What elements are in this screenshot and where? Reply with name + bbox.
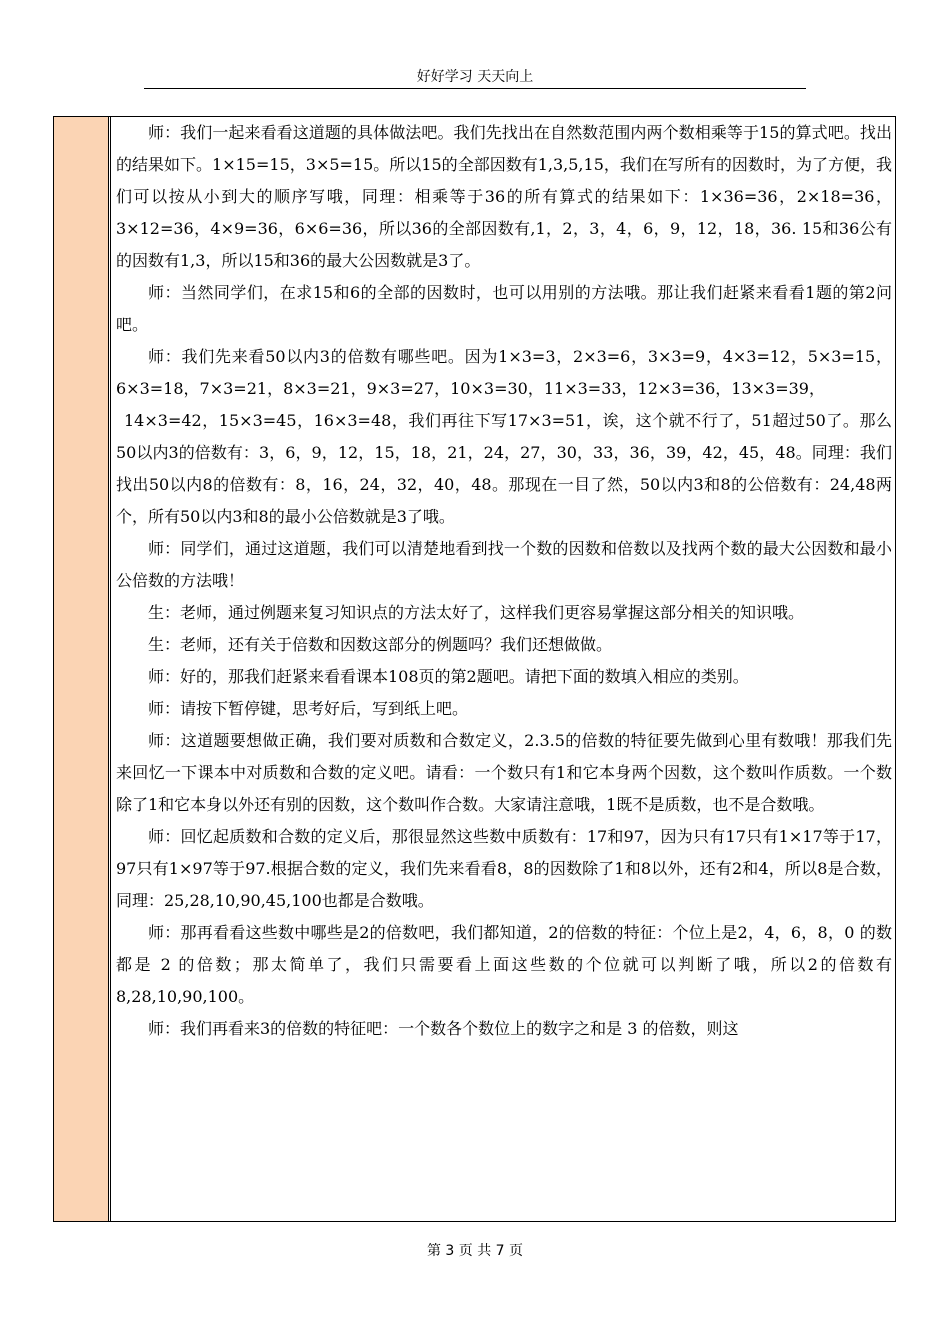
paragraph: 师：我们先来看50以内3的倍数有哪些吧。因为1×3=3，2×3=6，3×3=9，4×3=12，5×3=15，6×3=18，7×3=21，8×3=21，9×3=27，10×3=30，11×3=33，12×3=36，13×3=39， <box>116 347 892 398</box>
paragraph: 师：当然同学们，在求15和6的全部的因数时，也可以用别的方法哦。那让我们赶紧来看看1题的第2问吧。 <box>116 283 892 334</box>
paragraph: 师：好的，那我们赶紧来看看课本108页的第2题吧。请把下面的数填入相应的类别。 <box>148 667 749 686</box>
paragraph: 师：回忆起质数和合数的定义后，那很显然这些数中质数有：17和97，因为只有17只有1×17等于17，97只有1×97等于97.根据合数的定义，我们先来看看8，8的因数除了1和8以外，还有2和4，所以8是合数，同理：25,28,10,90,45,100也都是合数哦。 <box>116 827 892 910</box>
paragraph: 生：老师，还有关于倍数和因数这部分的例题吗？我们还想做做。 <box>148 635 613 654</box>
paragraph: 师：我们再看来3的倍数的特征吧：一个数各个数位上的数字之和是 3 的倍数，则这 <box>148 1019 739 1038</box>
paragraph: 师：我们一起来看看这道题的具体做法吧。我们先找出在自然数范围内两个数相乘等于15的算式吧。找出的结果如下。1×15=15，3×5=15。所以15的全部因数有1,3,5,15，我们在写所有的因数时，为了方便，我们可以按从小到大的顺序写哦，同理：相乘等于36的所有算式的结果如下：1×36=36，2×18=36，3×12=36，4×9=36，6×6=36，所以36的全部因数有,1，2，3，4，6，9，12，18，36. 15和36公有的因数有1,3，所以15和36的最大公因数就是3了。 <box>116 123 892 270</box>
paragraph: 师：同学们，通过这道题，我们可以清楚地看到找一个数的因数和倍数以及找两个数的最大公因数和最小公倍数的方法哦！ <box>116 539 892 590</box>
lesson-transcript <box>116 117 892 1221</box>
paragraph: 师：这道题要想做正确，我们要对质数和合数定义，2.3.5的倍数的特征要先做到心里有数哦！那我们先来回忆一下课本中对质数和合数的定义吧。请看：一个数只有1和它本身两个因数，这个数叫作质数。一个数除了1和它本身以外还有别的因数，这个数叫作合数。大家请注意哦，1既不是质数，也不是合数哦。 <box>116 731 892 814</box>
shaded-label-column <box>54 117 109 1221</box>
page-number: 第 3 页 共 7 页 <box>426 1243 524 1259</box>
paragraph: 师：请按下暂停键，思考好后，写到纸上吧。 <box>148 699 469 718</box>
paragraph: 师：那再看看这些数中哪些是2的倍数吧，我们都知道，2的倍数的特征：个位上是2，4，6，8，0 的数都是 2 的倍数；那太简单了，我们只需要看上面这些数的个位就可以判断了哦，所以2的倍数有8,28,10,90,100。 <box>116 923 892 1006</box>
page-header: 好好学习 天天向上 <box>144 66 806 89</box>
narrow-column <box>109 117 111 1221</box>
paragraph: 生：老师，通过例题来复习知识点的方法太好了，这样我们更容易掌握这部分相关的知识哦。 <box>148 603 805 622</box>
paragraph: 14×3=42，15×3=45，16×3=48，我们再往下写17×3=51，诶，这个就不行了，51超过50了。那么50以内3的倍数有：3，6，9，12，15，18，21，24，27，30，33，36，39，42，45，48。同理：我们找出50以内8的倍数有：8，16，24，32，40，48。那现在一目了然，50以内3和8的公倍数有：24,48两个，所有50以内3和8的最小公倍数就是3了哦。 <box>116 411 892 526</box>
lesson-table <box>53 116 896 1222</box>
